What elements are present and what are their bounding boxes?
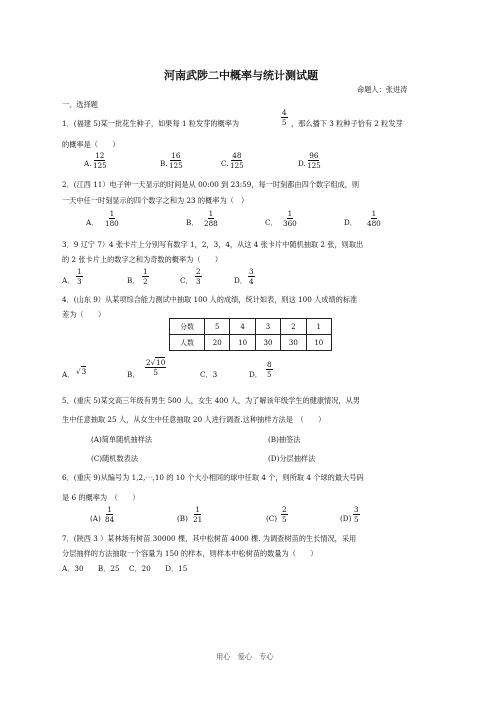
q2-option-b-label: B． bbox=[186, 218, 199, 227]
q2-text-line1: 2．(江西 11）电子钟一天显示的时间是从 00:00 到 23:59，每一时刻都由四个数字组成，则 bbox=[62, 180, 360, 189]
table-cell: 10 bbox=[230, 335, 255, 351]
q3-option-d-label: D． bbox=[234, 276, 247, 285]
table-cell: 分数 bbox=[170, 319, 205, 335]
q5-option-c: (C)随机数表法 bbox=[91, 454, 139, 463]
q2-option-c-den: 360 bbox=[283, 219, 297, 229]
q3-option-d-fraction bbox=[248, 268, 255, 285]
q3-option-b-fraction bbox=[142, 268, 149, 285]
q5-option-d: (D)分层抽样法 bbox=[268, 454, 316, 463]
q5-option-a: (A)简单随机抽样法 bbox=[91, 435, 153, 444]
q2-option-d-num: 1 bbox=[371, 209, 377, 218]
q7-options: A．30 B．25 C．20 D．15 bbox=[62, 564, 188, 573]
q1-text-pre: 1．(福建 5)某一批花生种子，如果每 1 粒发芽的概率为 bbox=[62, 119, 240, 128]
q5-text-line2: 生中任意抽取 25 人，从女生中任意抽取 20 人进行调查.这种抽样方法是 （ ） bbox=[62, 415, 326, 424]
page-title: 河南武陟二中概率与统计测试题 bbox=[164, 69, 318, 82]
q1-option-d-label: D. bbox=[298, 159, 306, 168]
q3-option-d-den: 4 bbox=[249, 277, 254, 287]
q6-option-c-label: (C) bbox=[266, 514, 278, 523]
q1-option-d-fraction bbox=[306, 152, 322, 169]
q6-text-line2: 是 6 的概率为 （ ） bbox=[62, 493, 140, 502]
q1-option-b-label: B. bbox=[160, 159, 168, 168]
q2-option-d-fraction bbox=[366, 210, 382, 227]
q4-option-c: C．3 bbox=[200, 370, 218, 379]
q6-text-line1: 6．(重庆 9)从编号为 1,2,⋯,10 的 10 个大小相同的球中任取 4 个，则所取 4 个球的最大号码 bbox=[62, 473, 364, 482]
q4-option-b-fraction bbox=[145, 359, 166, 376]
table-cell: 人数 bbox=[170, 335, 205, 351]
table-cell: 30 bbox=[281, 335, 306, 351]
q2-option-b-num: 1 bbox=[208, 209, 214, 218]
q3-option-b-num: 1 bbox=[143, 267, 148, 276]
q5-text-line1: 5．(重庆 5)某交高三年级有男生 500 人，女生 400 人，为了解该年级学生的健康情况，从男 bbox=[62, 396, 360, 405]
q4-option-b-coef: 2 bbox=[146, 358, 151, 367]
q4-option-a-radicand: 3 bbox=[81, 367, 87, 376]
table-cell: 5 bbox=[205, 319, 230, 335]
table-row bbox=[170, 319, 332, 335]
q3-option-a-num: 1 bbox=[77, 267, 82, 276]
q3-option-a-label: A． bbox=[62, 276, 75, 285]
q6-option-d-fraction bbox=[353, 506, 360, 523]
q3-option-c-den: 3 bbox=[196, 277, 201, 287]
q3-text-line1: 3．9 辽宁 7）4 张卡片上分别写有数字 1，2，3，4，从这 4 张卡片中随机抽取 2 张，则取出 bbox=[62, 240, 364, 249]
q2-option-c-fraction bbox=[282, 210, 298, 227]
q1-option-c-den: 125 bbox=[230, 161, 244, 171]
q1-text-line2: 的概率是（ ） bbox=[62, 140, 120, 149]
q3-option-b-den: 2 bbox=[143, 277, 148, 287]
q1-frac-den: 5 bbox=[282, 118, 287, 128]
q2-option-a-num: 1 bbox=[109, 209, 115, 218]
q4-option-b-num bbox=[145, 359, 166, 368]
table-cell: 3 bbox=[255, 319, 280, 335]
table-cell: 10 bbox=[306, 335, 331, 351]
q6-option-a-den: 84 bbox=[105, 515, 115, 525]
q5-option-b: (B)抽签法 bbox=[268, 435, 301, 444]
q1-option-b-fraction bbox=[168, 152, 184, 169]
sqrt-icon: √ bbox=[76, 367, 81, 376]
q3-text-line2: 的 2 张卡片上的数字之和为奇数的概率为（ ） bbox=[62, 255, 223, 264]
q4-option-d-num: 8 bbox=[267, 360, 272, 369]
q2-option-b-fraction bbox=[203, 210, 219, 227]
q4-text-line1: 4．(山东 9）从某项综合能力测试中抽取 100 人的成绩，统计如表，则这 100 人成绩的标准 bbox=[62, 295, 358, 304]
q2-option-a-label: A． bbox=[86, 218, 99, 227]
q2-text-line2: 一天中任一时刻显示的四个数字之和为 23 的概率为（ ） bbox=[62, 196, 249, 205]
q6-option-d-den: 5 bbox=[354, 515, 359, 525]
q1-text-post: ，那么播下 3 粒种子恰有 2 粒发芽 bbox=[291, 119, 403, 128]
q4-option-b-radicand: 10 bbox=[156, 358, 166, 367]
q1-option-a-fraction bbox=[92, 152, 108, 169]
q6-option-b-num: 1 bbox=[195, 505, 200, 514]
q1-option-d-num: 96 bbox=[309, 151, 319, 160]
q6-option-c-num: 2 bbox=[282, 505, 287, 514]
q6-option-c-fraction bbox=[281, 506, 288, 523]
q1-option-b-num: 16 bbox=[171, 151, 181, 160]
page-footer: 用心 爱心 专心 bbox=[216, 652, 274, 661]
q6-option-b-den: 21 bbox=[193, 515, 203, 525]
q1-option-a-den: 125 bbox=[93, 161, 107, 171]
q3-option-c-num: 2 bbox=[196, 267, 201, 276]
q1-option-a-label: A. bbox=[84, 159, 92, 168]
table-cell: 1 bbox=[306, 319, 331, 335]
q2-option-d-label: D． bbox=[344, 218, 357, 227]
q4-text-line2: 差为（ ） bbox=[62, 310, 106, 319]
q4-option-d-label: D． bbox=[249, 370, 262, 379]
q4-option-b-den: 5 bbox=[153, 368, 158, 378]
q6-option-b-fraction bbox=[192, 506, 203, 523]
q4-option-b-label: B． bbox=[127, 370, 140, 379]
q1-option-c-num: 48 bbox=[232, 151, 242, 160]
q6-option-c-den: 5 bbox=[282, 515, 287, 525]
q1-option-c-label: C. bbox=[221, 159, 229, 168]
q6-option-d-num: 3 bbox=[354, 505, 359, 514]
table-cell: 20 bbox=[205, 335, 230, 351]
q1-fraction bbox=[281, 109, 288, 126]
sqrt-icon: √ bbox=[150, 358, 156, 367]
q3-option-b-label: B． bbox=[127, 276, 140, 285]
q1-option-b-den: 125 bbox=[169, 161, 183, 171]
table-cell: 2 bbox=[281, 319, 306, 335]
q1-frac-num: 4 bbox=[282, 108, 287, 117]
q1-option-a-num: 12 bbox=[95, 151, 105, 160]
q2-option-a-den: 180 bbox=[105, 219, 119, 229]
table-row bbox=[170, 335, 332, 351]
q6-option-d-label: (D) bbox=[340, 514, 352, 523]
q3-option-a-fraction bbox=[76, 268, 83, 285]
table-cell: 30 bbox=[255, 335, 280, 351]
q6-option-a-label: (A) bbox=[90, 514, 101, 523]
score-table bbox=[169, 318, 332, 351]
q4-option-d-den: 5 bbox=[267, 370, 272, 380]
q2-option-a-fraction bbox=[104, 210, 120, 227]
q2-option-c-label: C． bbox=[265, 218, 278, 227]
q3-option-d-num: 3 bbox=[249, 267, 254, 276]
q2-option-b-den: 288 bbox=[204, 219, 218, 229]
q4-option-a-label: A． bbox=[62, 370, 75, 379]
q4-option-a-radical bbox=[76, 368, 86, 375]
q7-text-line2: 分层抽样的方法抽取一个容量为 150 的样本，则样本中松树苗的数量为（ ） bbox=[62, 549, 318, 558]
q3-option-a-den: 3 bbox=[77, 277, 82, 287]
q3-option-c-fraction bbox=[195, 268, 202, 285]
q2-option-c-num: 1 bbox=[287, 209, 293, 218]
q1-option-c-fraction bbox=[229, 152, 245, 169]
table-cell: 4 bbox=[230, 319, 255, 335]
q3-option-c-label: C． bbox=[180, 276, 193, 285]
q7-text-line1: 7．(陕西 3 ）某林场有树苗 30000 棵，其中松树苗 4000 棵. 为调查树苗的生长情况，采用 bbox=[62, 534, 357, 543]
q6-option-a-num: 1 bbox=[107, 505, 112, 514]
q4-option-d-fraction bbox=[266, 361, 273, 378]
q6-option-b-label: (B) bbox=[177, 514, 188, 523]
q6-option-a-fraction bbox=[104, 506, 115, 523]
author-line: 命题人：张进涛 bbox=[357, 85, 408, 94]
q1-option-d-den: 125 bbox=[307, 161, 321, 171]
section-heading: 一、选择题 bbox=[62, 100, 98, 109]
q2-option-d-den: 480 bbox=[367, 219, 381, 229]
